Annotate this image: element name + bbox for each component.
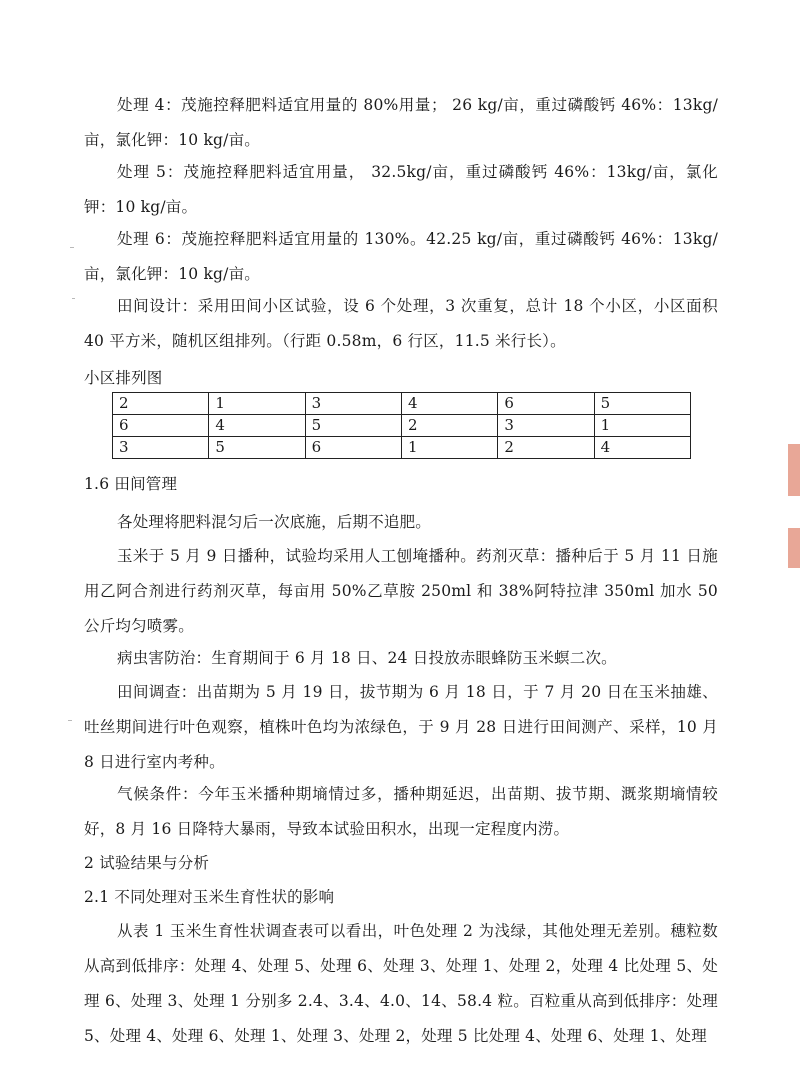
table-cell: 1 [209,393,305,415]
paragraph-pest-control: 病虫害防治：生育期间于 6 月 18 日、24 日投放赤眼蜂防玉米螟二次。 [117,649,617,667]
table-cell: 3 [305,393,401,415]
paragraph-results: 从表 1 玉米生育性状调查表可以看出，叶色处理 2 为浅绿，其他处理无差别。穗粒数从高到低排序：处理 4、处理 5、处理 6、处理 3、处理 1、处理 2，处理 4 比处理 5、处理 6、处理 3、处理 1 分别多 2.4、3.4、4.0、14、58.4 粒。百粒重从高到低排序：处理 5、处理 4、处理 6、处理 1、处理 3、处理 2，处理 5 比处理 4、处理 6、处理 1、处理 [84,922,718,1045]
section-2-1-heading: 2.1 不同处理对玉米生育性状的影响 [84,888,335,906]
scan-mark [72,298,75,299]
table-cell: 5 [594,393,690,415]
scan-mark [68,720,72,721]
paragraph-sowing: 玉米于 5 月 9 日播种，试验均采用人工刨埯播种。药剂灭草：播种后于 5 月 11 日施用乙阿合剂进行药剂灭草，每亩用 50%乙草胺 250ml 和 38%阿特拉津 350ml 加水 50 公斤均匀喷雾。 [84,547,718,635]
table-cell: 4 [209,415,305,437]
table-cell: 4 [401,393,497,415]
paragraph-treatment-4: 处理 4：茂施控释肥料适宜用量的 80%用量； 26 kg/亩，重过磷酸钙 46%：13kg/亩，氯化钾：10 kg/亩。 [84,96,718,149]
table-cell: 1 [594,415,690,437]
table-cell: 3 [113,437,209,459]
edge-stamp-mark [788,528,800,568]
paragraph-climate: 气候条件：今年玉米播种期墒情过多，播种期延迟，出苗期、拔节期、溉浆期墒情较好，8 月 16 日降特大暴雨，导致本试验田积水，出现一定程度内涝。 [84,785,718,838]
table-cell: 6 [305,437,401,459]
scan-mark [70,247,74,248]
table-cell: 2 [113,393,209,415]
paragraph-field-design: 田间设计：采用田间小区试验，设 6 个处理，3 次重复，总计 18 个小区，小区面积 40 平方米，随机区组排列。（行距 0.58m，6 行区，11.5 米行长）。 [84,297,718,350]
plot-layout-heading: 小区排列图 [84,369,163,387]
paragraph-field-survey: 田间调查：出苗期为 5 月 19 日，拔节期为 6 月 18 日，于 7 月 20 日在玉米抽雄、吐丝期间进行叶色观察，植株叶色均为浓绿色，于 9 月 28 日进行田间测产、采样，10 月 8 日进行室内考种。 [84,683,718,771]
table-row [113,437,691,459]
table-cell: 1 [401,437,497,459]
table-cell: 2 [401,415,497,437]
table-row [113,415,691,437]
paragraph-treatment-6: 处理 6：茂施控释肥料适宜用量的 130%。42.25 kg/亩，重过磷酸钙 46%：13kg/亩，氯化钾：10 kg/亩。 [84,230,718,283]
paragraph-fertilizer: 各处理将肥料混匀后一次底施，后期不追肥。 [117,513,432,531]
plot-layout-table [112,392,691,459]
table-cell: 5 [305,415,401,437]
table-cell: 6 [498,393,594,415]
table-cell: 3 [498,415,594,437]
section-2-heading: 2 试验结果与分析 [84,854,210,872]
table-cell: 5 [209,437,305,459]
paragraph-treatment-5: 处理 5：茂施控释肥料适宜用量， 32.5kg/亩，重过磷酸钙 46%：13kg/亩，氯化钾：10 kg/亩。 [84,163,718,216]
edge-stamp-mark [788,444,800,496]
section-1-6-heading: 1.6 田间管理 [84,475,178,493]
table-row [113,393,691,415]
table-cell: 2 [498,437,594,459]
table-cell: 4 [594,437,690,459]
table-cell: 6 [113,415,209,437]
